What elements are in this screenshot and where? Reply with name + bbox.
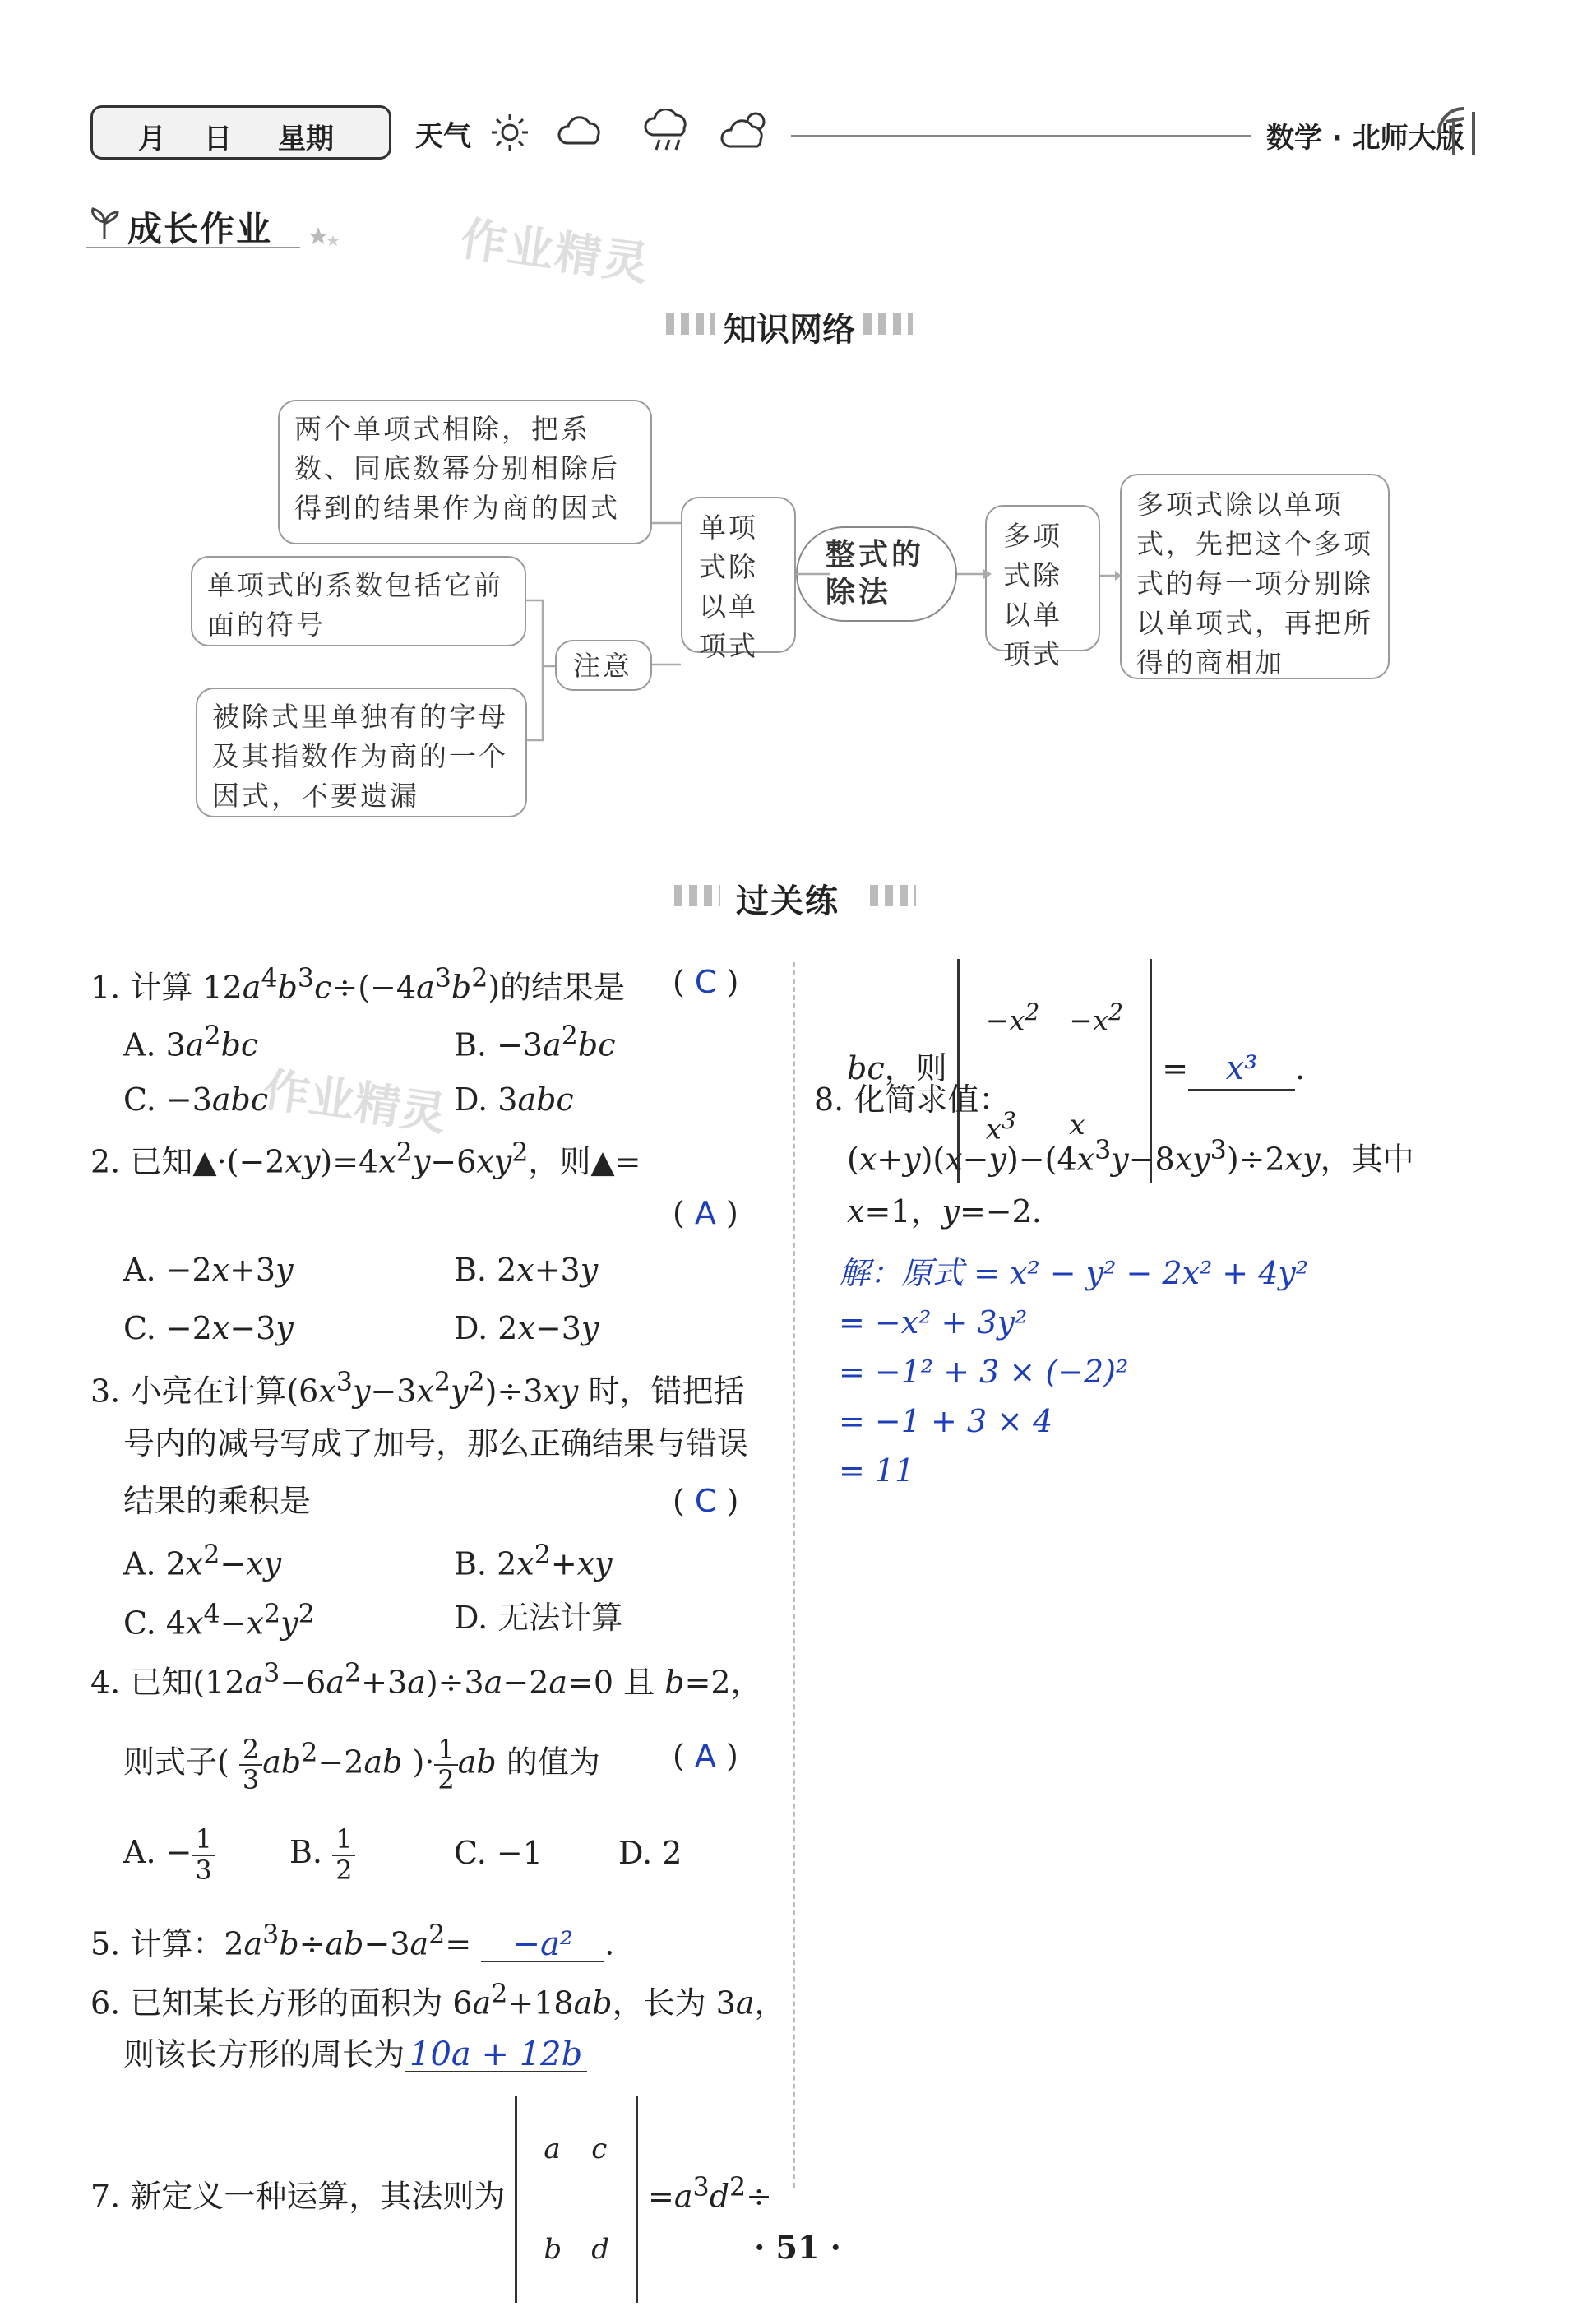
- q2-option-a: A. −2x+3y: [123, 1252, 294, 1288]
- practice-heading: [658, 872, 937, 921]
- practice-title: 过关练: [736, 882, 840, 920]
- q4-option-c: C. −1: [454, 1835, 543, 1871]
- q5-blank[interactable]: [481, 1924, 604, 1963]
- weekday-label: 星期: [278, 123, 334, 155]
- q3-option-d: D. 无法计算: [454, 1600, 623, 1636]
- q4-answer: A: [694, 1738, 716, 1774]
- question-2: 2. 已知$▲\cdot(-2xy)=4x^2y-6xy^2$，则▲=: [90, 1138, 641, 1180]
- q6-blank[interactable]: [405, 2035, 587, 2073]
- month-label: 月: [138, 123, 166, 155]
- q3-option-a: A. $2x^2-xy$: [123, 1540, 282, 1582]
- question-3-line1: 3. 小亮在计算$(6x^3y-3x^2y^2)\div 3xy$ 时，错把括: [90, 1368, 745, 1410]
- question-1: 1. 计算 $12a^4b^3c\div(-4a^3b^2)$的结果是: [90, 964, 626, 1006]
- poly-rule-box: 多项式除以单项式，先把这个多项式的每一项分别除以单项式，再把所得的商相加: [1120, 474, 1390, 679]
- q2-option-c: C. −2x−3y: [123, 1310, 294, 1346]
- q3-option-b: B. $2x^2+xy$: [454, 1540, 613, 1582]
- question-5: 5. 计算：$2a^3b\div ab-3a^2= -a^2$ .: [90, 1920, 615, 1963]
- q8-step-3: = −1² + 3 × (−2)²: [839, 1354, 1129, 1390]
- q2-paren: ( A ): [673, 1195, 738, 1231]
- question-8-line1: $(x+y)(x-y)-(4x^3y-8xy^3)\div 2xy$，其中: [847, 1136, 1414, 1178]
- q4-option-a: A. − $\frac{1}{3}$: [123, 1819, 215, 1885]
- q7-blank[interactable]: [1188, 1048, 1295, 1091]
- note2-box: 被除式里单独有的字母及其指数作为商的一个因式，不要遗漏: [196, 688, 527, 817]
- q6-answer: 10a + 12b: [409, 2035, 583, 2073]
- question-3-line2: 号内的减号写成了加号，那么正确结果与错误: [123, 1425, 749, 1461]
- day-label: 日: [204, 123, 232, 155]
- q1-option-c: C. −3abc: [123, 1081, 269, 1118]
- question-6-line2: 则该长方形的周长为 10a + 12b: [123, 2038, 587, 2072]
- question-7: 7. 新定义一种运算，其法则为 a c b d $=a^3d^2\div$: [90, 2096, 772, 2303]
- q4-paren: ( A ): [673, 1738, 738, 1774]
- mindmap-connectors: [0, 0, 1596, 905]
- q1-option-b: B. $-3a^2bc$: [454, 1021, 616, 1063]
- q2-option-d: D. 2x−3y: [454, 1310, 599, 1346]
- note-label-box: 注意: [555, 640, 652, 691]
- watermark-top: 作业精灵: [456, 212, 654, 292]
- bar-decoration-left: [674, 885, 720, 906]
- q8-step-2: = −x² + 3y²: [839, 1304, 1028, 1341]
- q3-option-c: C. $4x^4-x^2y^2$: [123, 1600, 315, 1642]
- mono-division-box: 单项式除以单项式: [681, 497, 796, 653]
- question-8-line2: x=1，y=−2.: [847, 1193, 1042, 1230]
- mono-rule-box: 两个单项式相除，把系数、同底数幂分别相除后得到的结果作为商的因式: [278, 400, 652, 544]
- q4-option-d: D. 2: [618, 1835, 682, 1871]
- q7-determinant-def: a c b d: [515, 2096, 638, 2303]
- question-6-line1: 6. 已知某长方形的面积为 $6a^2+18ab$，长为 3a，: [90, 1980, 786, 2022]
- q8-step-5: = 11: [839, 1452, 915, 1489]
- q8-solution: [839, 1248, 1308, 1495]
- q1-option-d: D. 3abc: [454, 1081, 574, 1118]
- question-8-title: 8. 化简求值：: [814, 1081, 1011, 1118]
- q3-paren: ( C ): [673, 1483, 739, 1519]
- q8-step-4: = −1 + 3 × 4: [839, 1403, 1053, 1439]
- question-3-line3: 结果的乘积是: [123, 1483, 312, 1519]
- note1-box: 单项式的系数包括它前面的符号: [191, 556, 526, 646]
- watermark-mid: 作业精灵: [259, 1063, 450, 1142]
- subject-label: 数学 · 北师大版: [1266, 122, 1464, 155]
- q1-option-a: A. $3a^2bc$: [123, 1021, 259, 1063]
- q2-answer: A: [694, 1195, 716, 1231]
- column-divider: [793, 962, 795, 2188]
- question-7-cont: bc，则 $-x^2$ $-x^2$ $x^3$ x = x³ .: [847, 959, 1305, 1183]
- weather-label: 天气: [415, 120, 471, 153]
- q3-answer: C: [694, 1483, 717, 1519]
- center-topic: 整式的除法: [796, 526, 957, 622]
- question-4-line2: 则式子( $\frac{2}{3}$ $ab^2-2ab$ )· $\frac{1}{2}$ ab 的值为: [123, 1733, 600, 1796]
- q7-determinant: $-x^2$ $-x^2$ $x^3$ x: [957, 959, 1152, 1183]
- q1-answer: C: [694, 964, 717, 1000]
- q4-option-b: B. $\frac{1}{2}$: [289, 1819, 355, 1885]
- q8-step-1: 解：原式 = x² − y² − 2x² + 4y²: [839, 1255, 1309, 1291]
- knowledge-title: 知识网络: [724, 311, 855, 349]
- q1-paren: ( C ): [673, 964, 739, 1000]
- q2-option-b: B. 2x+3y: [454, 1252, 599, 1288]
- section-title-text: 成长作业: [127, 209, 273, 249]
- q5-answer: −a²: [512, 1924, 573, 1963]
- question-4-line1: 4. 已知$(12a^3-6a^2+3a)\div 3a-2a=0$ 且 b=2，: [90, 1659, 762, 1701]
- poly-division-box: 多项式除以单项式: [985, 505, 1100, 651]
- q7-answer: x³: [1225, 1049, 1258, 1087]
- page-number: · 51 ·: [754, 2229, 841, 2266]
- bar-decoration-right: [870, 885, 916, 906]
